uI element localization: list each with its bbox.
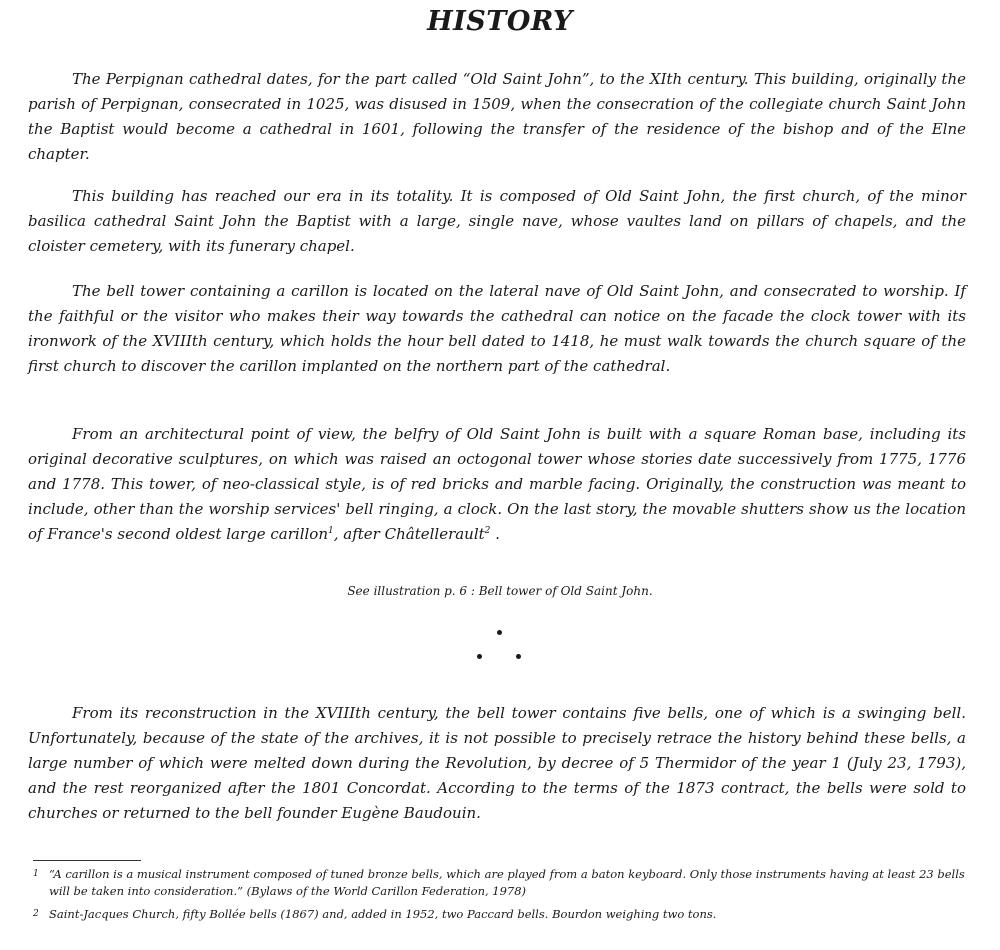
paragraph-belfry-end: . xyxy=(490,525,500,543)
paragraph-belfry-middle: , after Châtellerault xyxy=(333,525,485,543)
page-title: HISTORY xyxy=(427,6,573,37)
paragraph-bell-tower-location: The bell tower containing a carillon is located on the lateral nave of Old Saint John, and consecrated to worship. If the faithful or the visitor who makes their way towards the cathedral can notice on the facade the clock tower with its ironwork of the XVIIIth century, which holds the hour bell dated to 1418, he must walk towards the church square of the first church to discover the carillon implanted on the northern part of the cathedral. xyxy=(28,282,966,375)
footnote-separator xyxy=(33,860,141,861)
footnote-ref-1[interactable]: 1 xyxy=(328,526,334,536)
asterism-dot-right xyxy=(516,654,521,659)
footnote-1 xyxy=(33,866,968,900)
asterism-dot-top xyxy=(497,630,502,635)
paragraph-belfry-architecture xyxy=(28,422,966,547)
footnote-2 xyxy=(33,906,968,923)
paragraph-bells-history: From its reconstruction in the XVIIIth century, the bell tower contains five bells, one of which is a swinging bell. Unfortunately, because of the state of the archives, it is not possible to precisely retrace the history behind these bells, a large number of which were melted down during the Revolution, by decree of 5 Thermidor of the year 1 (July 23, 1793), and the rest reorganized after the 1801 Concordat. According to the terms of the 1873 contract, the bells were sold to churches or returned to the bell founder Eugène Baudouin. xyxy=(28,704,966,822)
paragraph-cathedral-origins: The Perpignan cathedral dates, for the part called “Old Saint John”, to the XIth century. This building, originally the parish of Perpignan, consecrated in 1025, was disused in 1509, when the consecration of the collegiate church Saint John the Baptist would become a cathedral in 1601, following the transfer of the residence of the bishop and of the Elne chapter. xyxy=(28,70,966,163)
illustration-caption: See illustration p. 6 : Bell tower of Old Saint John. xyxy=(347,584,653,598)
footnote-1-text: “A carillon is a musical instrument composed of tuned bronze bells, which are played from a baton keyboard. Only those instruments having at least 23 bells will be taken into consideration.” (Bylaws of the World Carillon Federation, 1978) xyxy=(49,867,965,898)
paragraph-belfry-text: From an architectural point of view, the belfry of Old Saint John is built with a square Roman base, including its original decorative sculptures, on which was raised an octogonal tower whose stories date successively from 1775, 1776 and 1778. This tower, of neo-classical style, is of red bricks and marble facing. Originally, the construction was meant to include, other than the worship services' bell ringing, a clock. On the last story, the movable shutters show us the location of France's second oldest large carillon xyxy=(28,425,966,543)
asterism-dot-left xyxy=(477,654,482,659)
paragraph-building-composition: This building has reached our era in its totality. It is composed of Old Saint John, the first church, of the minor basilica cathedral Saint John the Baptist with a large, single nave, whose vaultes land on pillars of chapels, and the cloister cemetery, with its funerary chapel. xyxy=(28,187,966,255)
footnote-2-mark: 2 xyxy=(33,909,39,919)
asterism-divider xyxy=(0,624,1000,664)
footnote-2-text: Saint-Jacques Church, fifty Bollée bells (1867) and, added in 1952, two Paccard bells. Bourdon weighing two tons. xyxy=(49,907,717,921)
footnote-1-mark: 1 xyxy=(33,869,39,879)
footnote-ref-2[interactable]: 2 xyxy=(484,526,491,536)
